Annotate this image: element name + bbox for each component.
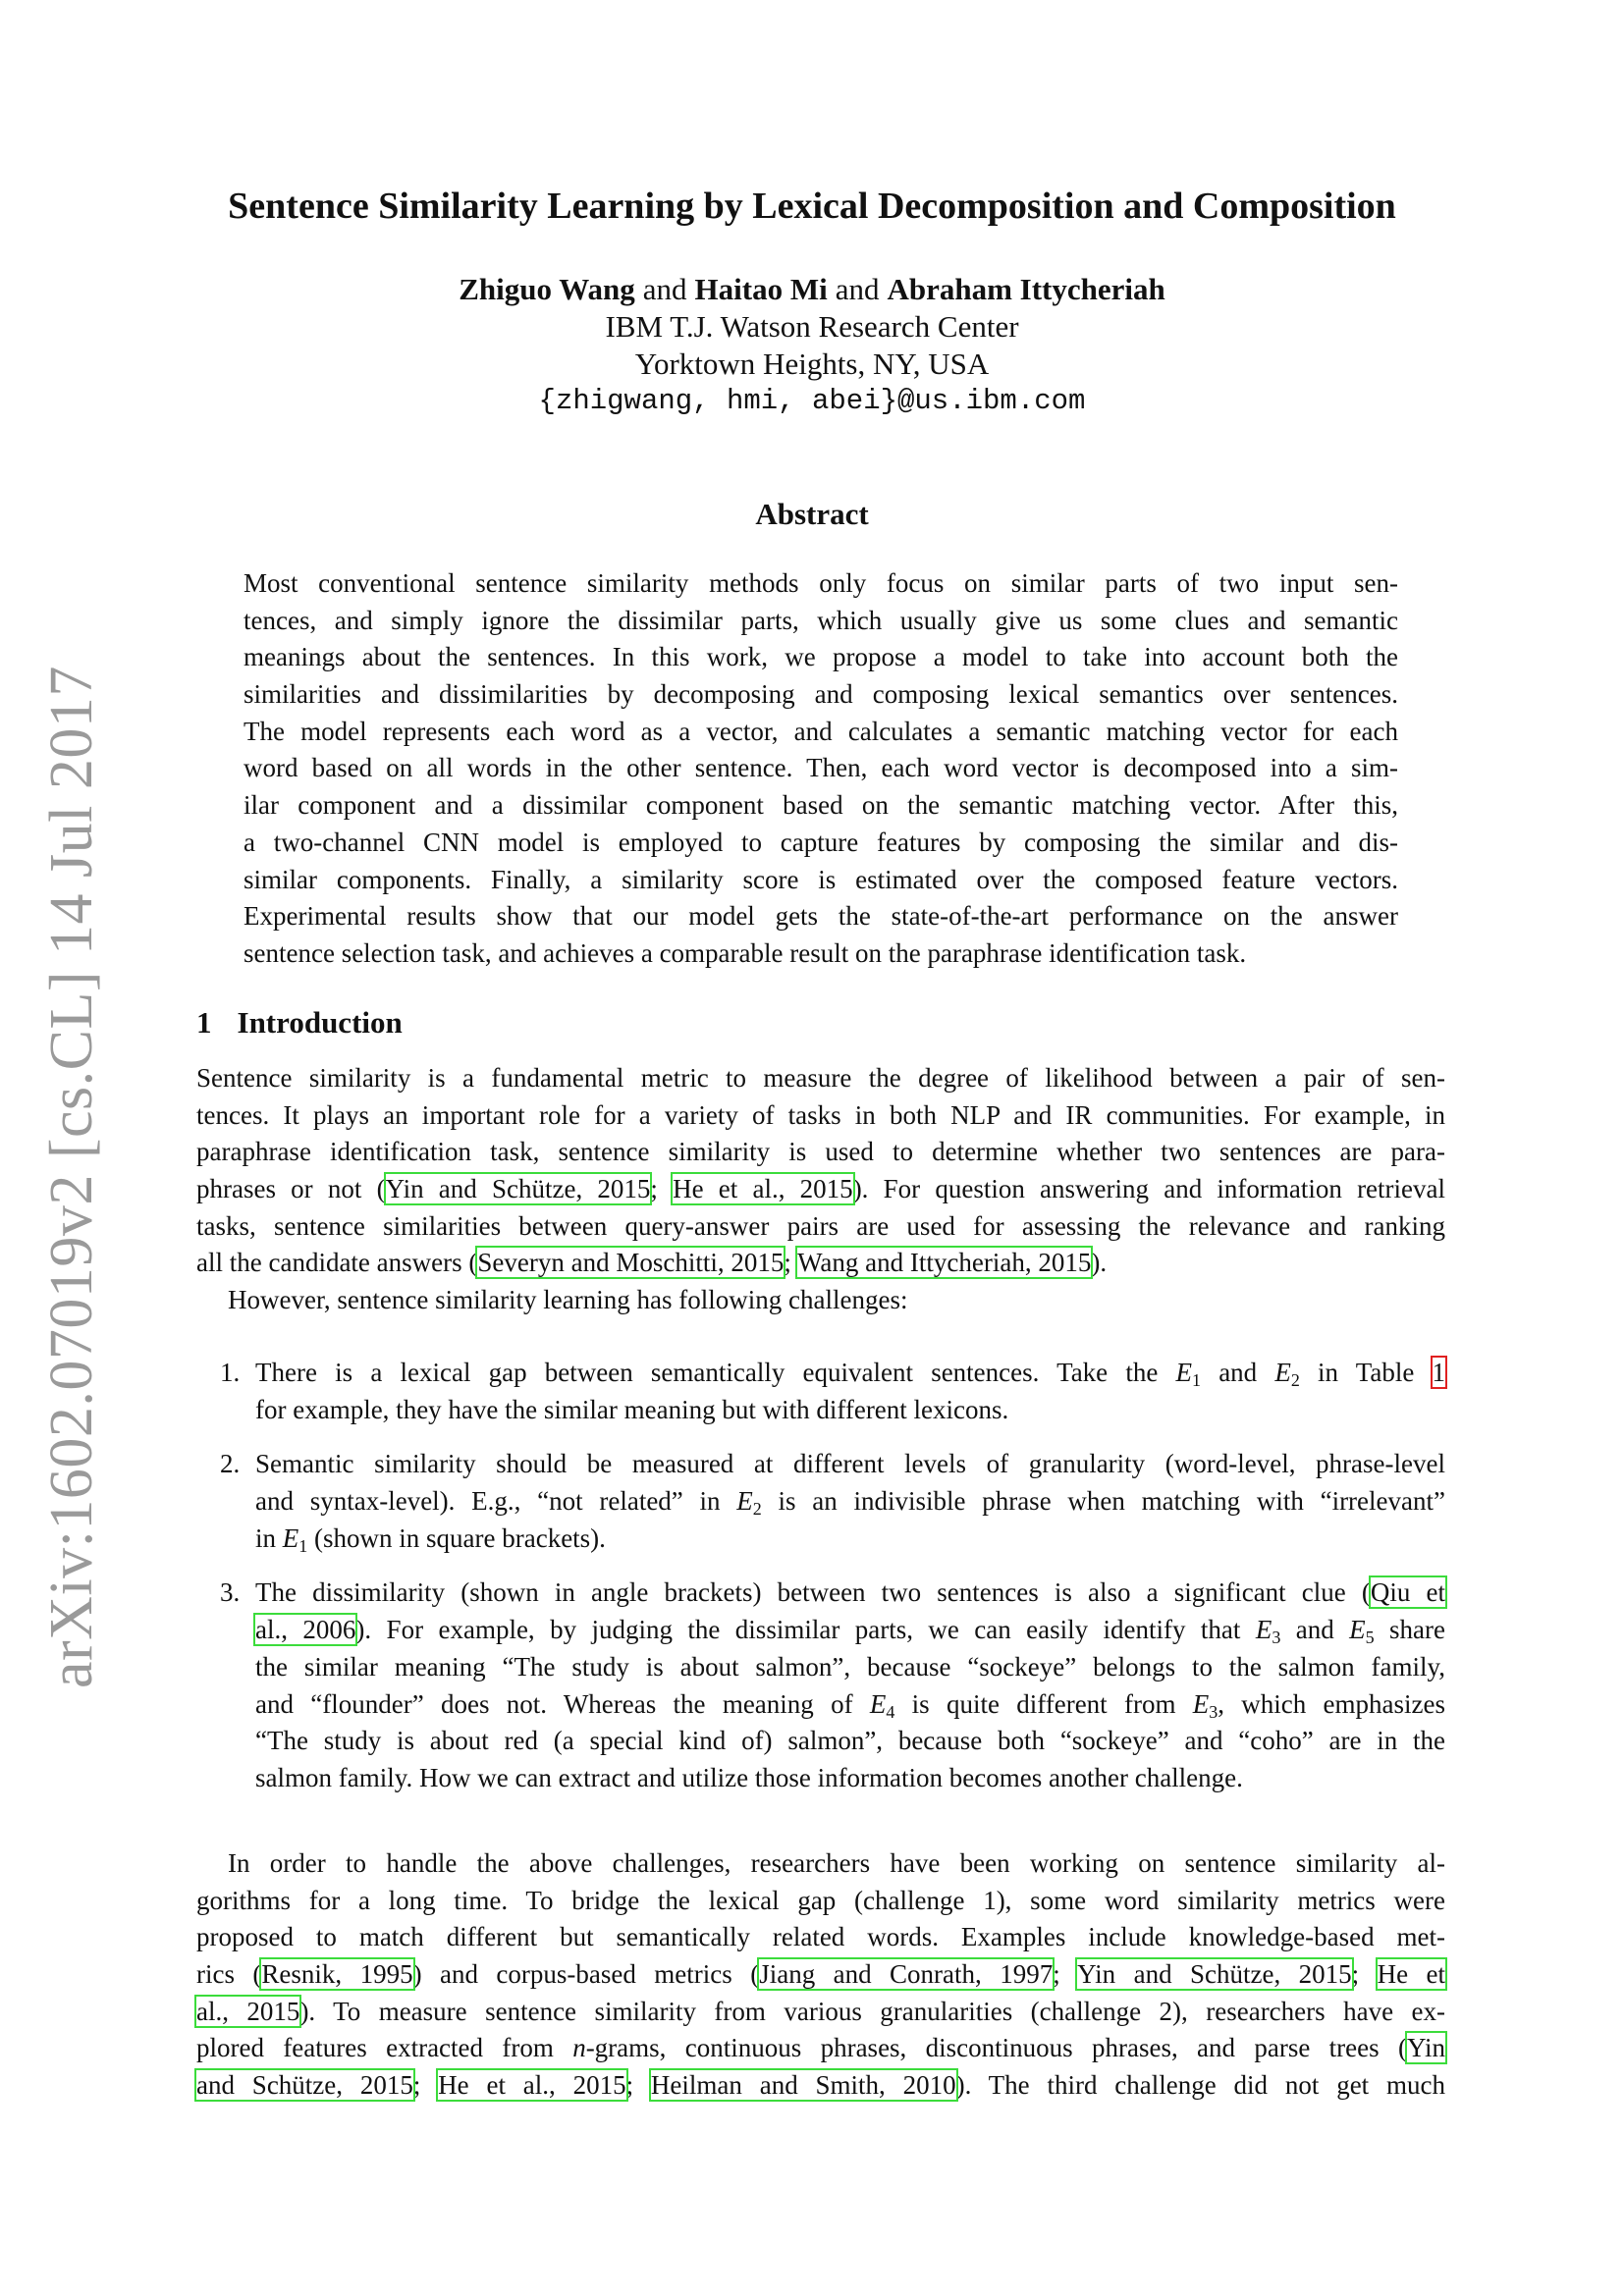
- intro-paragraph: [196, 1060, 1445, 1319]
- list-number: 2.: [220, 1449, 241, 1479]
- text-line: There is a lexical gap between semantically equivalent sentences. Take the $E_1$ and $E_2$ in Table 1: [255, 1358, 1446, 1390]
- location: Yorktown Heights, NY, USA: [634, 347, 990, 381]
- citation-link[interactable]: Yin and Schütze, 2015: [385, 1174, 651, 1204]
- text-line: all the candidate answers (Severyn and Moschitti, 2015; Wang and Ittycheriah, 2015).: [196, 1248, 1108, 1278]
- author-name: Abraham Ittycheriah: [887, 272, 1165, 306]
- citation-link[interactable]: Severyn and Moschitti, 2015: [477, 1248, 785, 1278]
- abstract-line: a two-channel CNN model is employed to capture features by composing the similar and dis-: [244, 827, 1398, 857]
- text-line: for example, they have the similar meaning but with different lexicons.: [255, 1394, 1009, 1424]
- abstract-line: Most conventional sentence similarity methods only focus on similar parts of two input sen-: [244, 568, 1398, 598]
- email: {zhigwang, hmi, abei}@us.ibm.com: [538, 385, 1086, 417]
- citation-link[interactable]: He et: [1377, 1959, 1445, 1990]
- list-item: [220, 1355, 1445, 1428]
- text-line: phrases or not (Yin and Schütze, 2015; He et al., 2015). For question answering and information retrieval: [196, 1174, 1446, 1204]
- abstract-line: similarities and dissimilarities by decomposing and composing lexical semantics over sentences.: [244, 679, 1398, 710]
- citation-link[interactable]: Resnik, 1995: [261, 1959, 413, 1990]
- text-line: and Schütze, 2015; He et al., 2015; Heilman and Smith, 2010). The third challenge did not get much: [196, 2070, 1445, 2101]
- text-line: Semantic similarity should be measured at different levels of granularity (word-level, phrase-level: [255, 1449, 1445, 1479]
- abstract-line: Experimental results show that our model gets the state-of-the-art performance on the answer: [244, 901, 1398, 932]
- list-number: 3.: [220, 1577, 241, 1608]
- section-title: Introduction: [237, 1005, 403, 1040]
- paper-title: Sentence Similarity Learning by Lexical Decomposition and Composition: [228, 186, 1396, 227]
- citation-link[interactable]: Qiu et: [1370, 1577, 1445, 1608]
- table-ref-link[interactable]: 1: [1432, 1358, 1446, 1387]
- text-line: al., 2015). To measure sentence similarity from various granularities (challenge 2), researchers have ex-: [196, 1996, 1445, 2026]
- text-line: proposed to match different but semantically related words. Examples include knowledge-based met-: [196, 1922, 1445, 1952]
- list-item: [220, 1446, 1445, 1557]
- citation-link[interactable]: Jiang and Conrath, 1997: [759, 1959, 1054, 1990]
- author-name: Zhiguo Wang: [459, 272, 635, 306]
- paragraph-2: [196, 1845, 1445, 2105]
- text-line: and “flounder” does not. Whereas the meaning of $E_4$ is quite different from $E_3$, which emphasizes: [255, 1688, 1445, 1722]
- text-line: “The study is about red (a special kind of) salmon”, because both “sockeye” and “coho” are in the: [255, 1726, 1445, 1756]
- text-line: tences. It plays an important role for a variety of tasks in both NLP and IR communities. For example, in: [196, 1099, 1445, 1130]
- text-line: tasks, sentence similarities between query-answer pairs are used for assessing the relevance and ranking: [196, 1210, 1445, 1241]
- text-line: paraphrase identification task, sentence similarity is used to determine whether two sentences are para-: [196, 1137, 1445, 1167]
- text-line: al., 2006). For example, by judging the dissimilar parts, we can easily identify that $E_3$ and $E_5$ share: [255, 1615, 1446, 1648]
- arxiv-side-stamp: arXiv:1602.07019v2 [cs.CL] 14 Jul 2017: [38, 666, 105, 1688]
- author-block: [0, 271, 1624, 420]
- text-line: in $E_1$ (shown in square brackets).: [255, 1522, 606, 1556]
- abstract-line: sentence selection task, and achieves a comparable result on the paraphrase identification task.: [244, 937, 1247, 968]
- affiliation: IBM T.J. Watson Research Center: [605, 309, 1019, 344]
- text-line: gorithms for a long time. To bridge the lexical gap (challenge 1), some word similarity metrics were: [196, 1885, 1445, 1915]
- author-line: Zhiguo Wang and Haitao Mi and Abraham Ittycheriah: [459, 272, 1165, 306]
- citation-link[interactable]: al., 2015: [196, 1996, 300, 2026]
- text-line: salmon family. How we can extract and utilize those information becomes another challenge.: [255, 1762, 1243, 1792]
- list-item: [220, 1575, 1445, 1796]
- abstract-line: tences, and simply ignore the dissimilar parts, which usually give us some clues and semantic: [244, 605, 1398, 635]
- text-line: rics (Resnik, 1995) and corpus-based metrics (Jiang and Conrath, 1997; Yin and Schütze, 2015; He et: [196, 1959, 1445, 1990]
- abstract-heading: Abstract: [755, 497, 869, 531]
- citation-link[interactable]: Yin: [1406, 2033, 1445, 2063]
- citation-link[interactable]: and Schütze, 2015: [196, 2070, 413, 2101]
- text-line: The dissimilarity (shown in angle brackets) between two sentences is also a significant clue (Qiu et: [255, 1577, 1445, 1608]
- text-line: the similar meaning “The study is about salmon”, because “sockeye” belongs to the salmon family,: [255, 1651, 1445, 1682]
- abstract-body: [244, 565, 1398, 973]
- abstract-line: similar components. Finally, a similarity score is estimated over the composed feature vectors.: [244, 864, 1398, 894]
- citation-link[interactable]: He et al., 2015: [673, 1174, 853, 1204]
- abstract-line: word based on all words in the other sentence. Then, each word vector is decomposed into a sim-: [244, 753, 1398, 783]
- section-heading: [196, 1005, 403, 1041]
- abstract-line: meanings about the sentences. In this work, we propose a model to take into account both the: [244, 642, 1398, 672]
- text-line: Sentence similarity is a fundamental metric to measure the degree of likelihood between a pair of sen-: [196, 1063, 1445, 1093]
- challenge-list: [220, 1355, 1445, 1815]
- abstract-line: The model represents each word as a vector, and calculates a semantic matching vector for each: [244, 716, 1398, 746]
- text-line: In order to handle the above challenges, researchers have been working on sentence similarity al-: [228, 1848, 1445, 1878]
- author-name: Haitao Mi: [694, 272, 828, 306]
- section-number: 1: [196, 1005, 212, 1040]
- citation-link[interactable]: Heilman and Smith, 2010: [650, 2070, 956, 2101]
- citation-link[interactable]: Yin and Schütze, 2015: [1077, 1959, 1352, 1990]
- text-line: and syntax-level). E.g., “not related” in $E_2$ is an indivisible phrase when matching with “irrelevant”: [255, 1486, 1445, 1520]
- abstract-line: ilar component and a dissimilar component based on the semantic matching vector. After this,: [244, 790, 1398, 821]
- text-line: plored features extracted from n-grams, continuous phrases, discontinuous phrases, and parse trees (Yin: [196, 2033, 1445, 2063]
- citation-link[interactable]: Wang and Ittycheriah, 2015: [797, 1248, 1092, 1278]
- list-number: 1.: [220, 1358, 241, 1387]
- text-line: However, sentence similarity learning has following challenges:: [228, 1285, 908, 1315]
- citation-link[interactable]: He et al., 2015: [438, 2070, 626, 2101]
- citation-link[interactable]: al., 2006: [255, 1615, 356, 1645]
